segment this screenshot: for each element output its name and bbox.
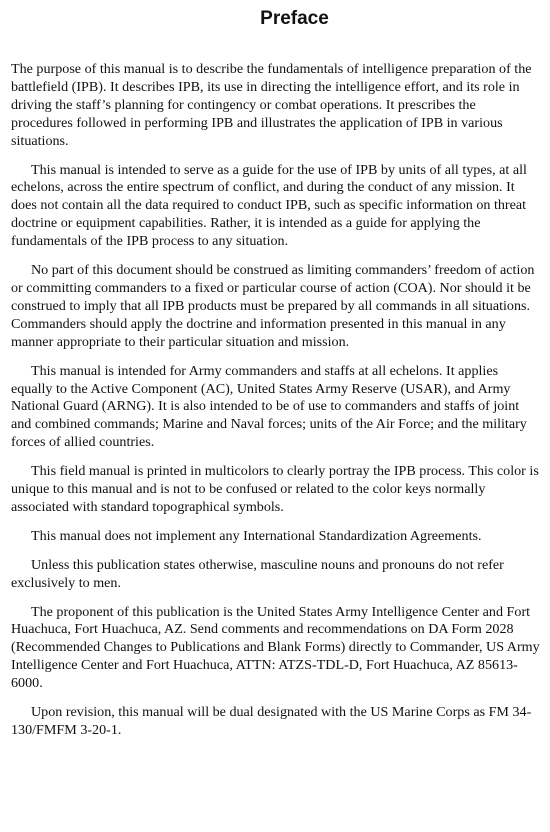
paragraph-purpose: The purpose of this manual is to describe the fundamentals of intelligence preparation of the battlefield (IPB). It describes IPB, its use in directing the intelligence effort, and its role in driving the staff’s planning for contingency or combat operations. It prescribes the procedures followed in performing IPB and illustrates the application of IPB in various situations.: [11, 61, 532, 149]
paragraph-proponent: The proponent of this publication is the United States Army Intelligence Center and Fort Huachuca, Fort Huachuca, AZ. Send comments and recommendations on DA Form 2028 (Recommended Changes to Publications and Blank Forms) directly to Commander, US Army Intelligence Center and Fort Huachuca, ATTN: ATZS-TDL-D, Fort Huachuca, AZ 85613-6000.: [11, 603, 540, 692]
paragraph-multicolor: This field manual is printed in multicolors to clearly portray the IPB process. This color is unique to this manual and is not to be confused or related to the color keys normally associated with standard topographical symbols.: [11, 463, 539, 515]
paragraph-audience: This manual is intended for Army commanders and staffs at all echelons. It applies equally to the Active Component (AC), United States Army Reserve (USAR), and Army National Guard (ARNG). It is also intended to be of use to commanders and staffs of joint and combined commands; Marine and Naval forces; units of the Air Force; and the military forces of allied countries.: [11, 362, 527, 451]
page-title: Preface: [260, 8, 329, 29]
paragraph-gender-nouns: Unless this publication states otherwise, masculine nouns and pronouns do not refer exclusively to men.: [11, 556, 504, 591]
paragraph-revision: Upon revision, this manual will be dual designated with the US Marine Corps as FM 34-130/FMFM 3-20-1.: [11, 704, 532, 738]
paragraph-commanders-freedom: No part of this document should be construed as limiting commanders’ freedom of action or committing commanders to a fixed or particular course of action (COA). Nor should it be construed to imply that all IPB products must be prepared by all commands in all situations. Commanders should apply the doctrine and information presented in this manual in any manner appropriate to their particular situation and mission.: [11, 262, 535, 350]
paragraph-intended-guide: This manual is intended to serve as a guide for the use of IPB by units of all types, at all echelons, across the entire spectrum of conflict, and during the conduct of any mission. It does not contain all the data required to conduct IPB, such as specific information on threat doctrine or equipment capabilities. Rather, it is intended as a guide for applying the fundamentals of the IPB process to any situation.: [11, 161, 527, 250]
paragraph-standardization: This manual does not implement any International Standardization Agreements.: [31, 527, 482, 544]
